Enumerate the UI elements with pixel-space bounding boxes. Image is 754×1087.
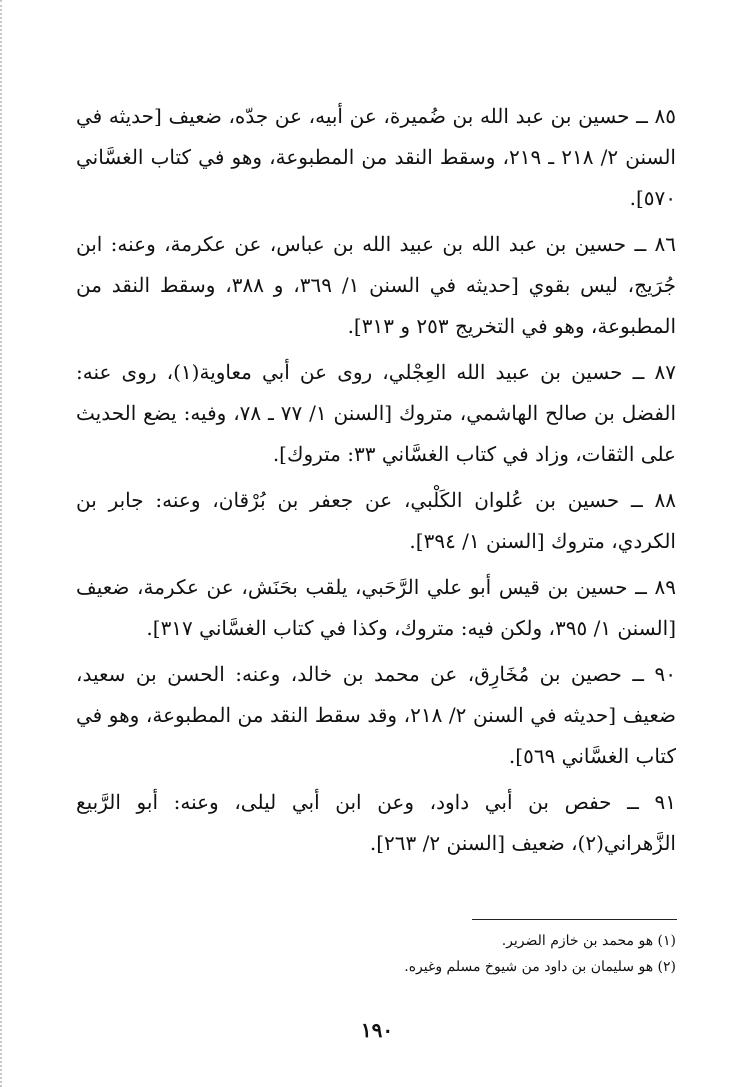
footnote-marker: (١): [657, 933, 676, 949]
entry-text: ــ حسين بن عبد الله بن عبيد الله بن عباس، عن عكرمة، وعنه: ابن جُرَيج، ليس بقوي [حديثه في السنن ١/ ٣٦٩، و ٣٨٨، وسقط النقد من المطبوعة، وهو في التخريج ٢٥٣ و ٣١٣].: [76, 232, 676, 338]
entry-text: ــ حسين بن قيس أبو علي الرَّحَبي، يلقب بحَنَش، عن عكرمة، ضعيف [السنن ١/ ٣٩٥، ولكن فيه: متروك، وكذا في كتاب الغسَّاني ٣١٧].: [76, 575, 676, 640]
entry-90: [76, 654, 676, 777]
entry-86: [76, 224, 676, 347]
entry-number: ٩١: [654, 790, 676, 814]
entry-85: [76, 96, 676, 219]
page-number: ١٩٠: [360, 1018, 394, 1042]
footnote-marker: (٢): [657, 959, 676, 975]
entry-number: ٨٧: [654, 360, 677, 384]
entry-text: ــ حسين بن عبيد الله العِجْلي، روى عن أبي معاوية(١)، روى عنه: الفضل بن صالح الهاشمي، متروك [السنن ١/ ٧٧ ـ ٧٨، وفيه: يضع الحديث على الثقات، وزاد في كتاب الغسَّاني ٣٣: متروك].: [76, 360, 676, 466]
entry-number: ٨٨: [654, 488, 676, 512]
entry-text: ــ حصين بن مُخَارِق، عن محمد بن خالد، وعنه: الحسن بن سعيد، ضعيف [حديثه في السنن ٢/ ٢١٨، وقد سقط النقد من المطبوعة، وهو في كتاب الغسَّاني ٥٦٩].: [76, 662, 676, 768]
footnote-text: هو سليمان بن داود من شيوخ مسلم وغيره.: [404, 959, 654, 975]
entry-text: ــ حفص بن أبي داود، وعن ابن أبي ليلى، وعنه: أبو الرَّبيع الزَّهراني(٢)، ضعيف [السنن ٢/ ٢٦٣].: [76, 790, 676, 855]
footnote-1: [76, 928, 676, 954]
main-text: [76, 96, 676, 869]
entry-87: [76, 352, 676, 475]
entry-number: ٨٦: [654, 232, 676, 256]
entry-text: ــ حسين بن عبد الله بن ضُميرة، عن أبيه، عن جدّه، ضعيف [حديثه في السنن ٢/ ٢١٨ ـ ٢١٩، وسقط النقد من المطبوعة، وهو في كتاب الغسَّاني ٥٧٠].: [76, 104, 676, 210]
footnote-divider: [472, 919, 677, 920]
scan-edge-margin: [0, 0, 22, 1087]
footnote-text: هو محمد بن خازم الضرير.: [501, 933, 654, 949]
entry-91: [76, 782, 676, 864]
entry-number: ٨٥: [654, 104, 676, 128]
entry-number: ٨٩: [654, 575, 677, 599]
footnotes: [76, 928, 676, 980]
footnote-2: [76, 954, 676, 980]
entry-89: [76, 567, 676, 649]
entry-number: ٩٠: [654, 662, 677, 686]
entry-text: ــ حسين بن عُلوان الكَلْبي، عن جعفر بن بُرْقان، وعنه: جابر بن الكردي، متروك [السنن ١/ ٣٩٤].: [76, 488, 676, 553]
entry-88: [76, 480, 676, 562]
